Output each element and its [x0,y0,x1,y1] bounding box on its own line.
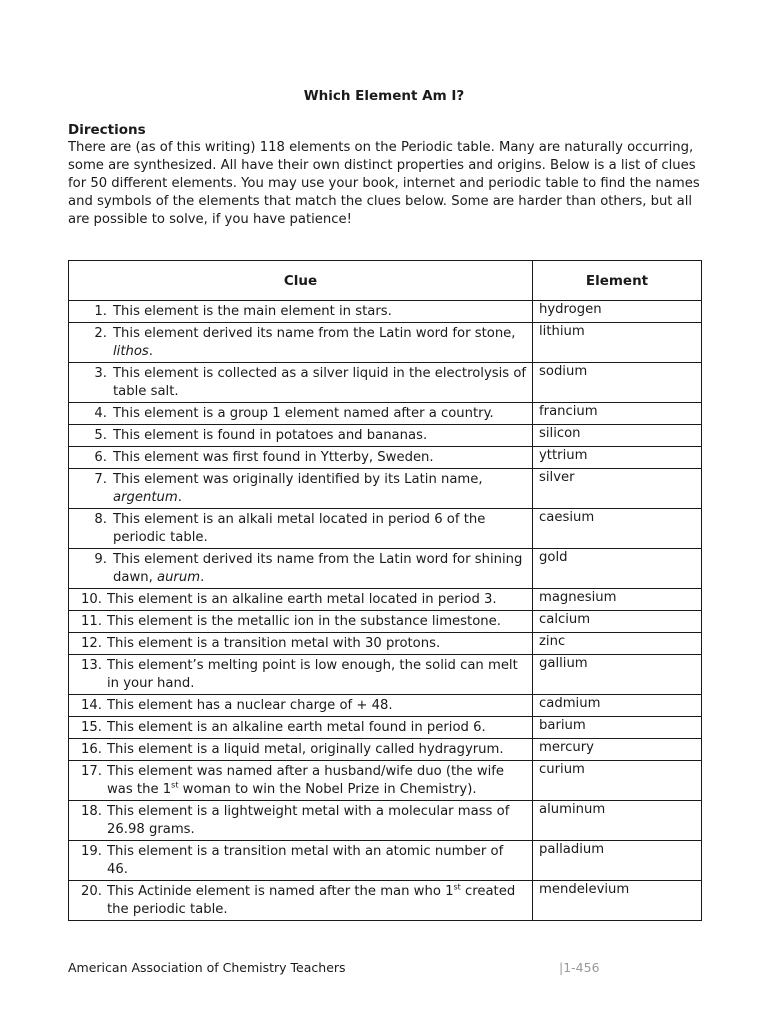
clue-latin-word: lithos [113,343,149,359]
element-answer: sodium [539,364,588,379]
clue-superscript: st [171,780,179,790]
clue-cell [69,425,533,447]
clue-number: 2. [94,326,107,341]
element-answer: barium [539,718,586,733]
element-column-header: Element [533,261,702,301]
table-row [69,509,702,549]
clue-number: 17. [81,764,102,779]
clue-text [107,741,532,759]
clue-cell [69,633,533,655]
clue-main-text: This element is collected as a silver liquid in the electrolysis of table salt. [113,366,527,399]
clue-latin-word: aurum [156,569,201,585]
element-answer: palladium [539,842,605,857]
clue-number: 7. [94,472,107,487]
clue-cell [69,841,533,881]
clue-text [107,551,532,586]
element-answer: zinc [539,634,566,649]
clue-main-text: This element is an alkaline earth metal found in period 6. [107,720,486,735]
element-answer: caesium [539,510,595,525]
clue-number: 6. [94,450,107,465]
clue-cell [69,611,533,633]
clue-number: 10. [81,592,102,607]
clue-text [107,449,532,467]
clue-text [107,365,532,400]
clue-text [107,303,532,321]
clue-number: 11. [81,614,102,629]
clue-text [107,697,532,715]
clue-text [107,843,532,878]
element-answer: mendelevium [539,882,630,897]
clue-text [107,719,532,737]
footer-organization: American Association of Chemistry Teachers [68,960,346,975]
clue-text [107,325,532,360]
element-cell [533,549,702,589]
table-row [69,881,702,921]
table-row [69,801,702,841]
clue-trailing-text: . [200,569,205,585]
clue-text [107,803,532,838]
clue-number: 18. [81,804,102,819]
footer-page-number: |1-456 [559,960,600,975]
clue-number: 1. [94,304,107,319]
element-cell [533,425,702,447]
directions-heading: Directions [68,122,146,138]
clue-cell [69,549,533,589]
clue-number: 20. [81,884,102,899]
clue-number: 14. [81,698,102,713]
clue-main-text: This element was originally identified by its Latin name, [113,472,483,487]
element-cell [533,469,702,509]
element-answer: magnesium [539,590,617,605]
clue-cell [69,801,533,841]
directions-text: There are (as of this writing) 118 elements on the Periodic table. Many are naturally occurring, some are synthesized. All have their own distinct properties and origins. Below is a list of clues for 50 different elements. You may use your book, internet and periodic table to find the names and symbols of the elements that match the clues below. Some are harder than others, but all are possible to solve, if you have patience! [68,140,700,227]
element-cell [533,323,702,363]
clue-text [107,613,532,631]
element-cell [533,717,702,739]
element-cell [533,589,702,611]
element-cell [533,611,702,633]
clue-main-text: This element’s melting point is low enough, the solid can melt in your hand. [107,658,518,691]
clue-number: 4. [94,406,107,421]
clue-text [107,405,532,423]
element-cell [533,801,702,841]
clue-cell [69,655,533,695]
clue-main-text: This element is an alkali metal located in period 6 of the periodic table. [113,512,486,545]
element-answer: lithium [539,324,585,339]
clue-number: 9. [94,552,107,567]
element-answer: silicon [539,426,581,441]
clue-text [107,591,532,609]
clue-cell [69,469,533,509]
clue-cell [69,403,533,425]
clue-trailing-text: . [177,489,182,505]
table-row [69,403,702,425]
clue-cell [69,509,533,549]
element-answer: silver [539,470,575,485]
element-cell [533,363,702,403]
element-cell [533,509,702,549]
clue-number: 19. [81,844,102,859]
table-row [69,447,702,469]
clue-text [107,763,532,798]
clue-cell [69,717,533,739]
table-row [69,301,702,323]
clue-cell [69,695,533,717]
element-answer: aluminum [539,802,606,817]
clue-number: 12. [81,636,102,651]
table-header-row [69,261,702,301]
element-cell [533,761,702,801]
clue-cell [69,363,533,403]
clue-latin-word: argentum [113,489,178,505]
clue-text [107,427,532,445]
table-row [69,363,702,403]
clue-main-text: This element is the metallic ion in the substance limestone. [107,614,501,629]
element-cell [533,301,702,323]
clue-text [107,511,532,546]
clue-cell [69,323,533,363]
table-row [69,695,702,717]
clue-main-text: This element was first found in Ytterby, Sweden. [113,450,434,465]
clue-number: 8. [94,512,107,527]
table-row [69,841,702,881]
table-row [69,633,702,655]
table-row [69,761,702,801]
page-title: Which Element Am I? [303,88,465,104]
clue-main-text: This Actinide element is named after the man who 1 [107,884,454,899]
element-cell [533,655,702,695]
element-answer: curium [539,762,585,777]
element-answer: cadmium [539,696,601,711]
clue-main-text: This element is a transition metal with 30 protons. [107,636,441,651]
clue-main-text: This element is found in potatoes and bananas. [113,428,428,443]
clue-cell [69,447,533,469]
element-answer: francium [539,404,598,419]
clue-trailing-text: . [148,343,153,359]
clue-text [107,635,532,653]
table-row [69,589,702,611]
element-cell [533,447,702,469]
clue-number: 3. [94,366,107,381]
element-answer: hydrogen [539,302,602,317]
element-cell [533,403,702,425]
clue-main-text: This element is a group 1 element named after a country. [113,406,494,421]
clue-text [107,657,532,692]
clue-text [107,471,532,506]
element-cell [533,633,702,655]
element-cell [533,739,702,761]
clue-cell [69,589,533,611]
clue-main-text: This element is a liquid metal, originally called hydragyrum. [107,742,504,757]
element-answer: gallium [539,656,588,671]
table-row [69,717,702,739]
table-row [69,469,702,509]
clue-number: 16. [81,742,102,757]
clue-cell [69,761,533,801]
element-cell [533,841,702,881]
table-body [69,301,702,921]
clue-main-text: This element has a nuclear charge of + 48. [107,698,393,713]
clue-main-text: This element is the main element in stars. [113,304,392,319]
element-cell [533,695,702,717]
clue-cell [69,881,533,921]
element-answer: mercury [539,740,594,755]
table-row [69,425,702,447]
table-row [69,549,702,589]
clue-number: 5. [94,428,107,443]
element-answer: calcium [539,612,591,627]
clue-superscript: st [453,882,461,892]
clue-main-text: This element derived its name from the Latin word for stone, [113,326,516,341]
clue-column-header: Clue [69,261,533,301]
clue-main-text: This element is an alkaline earth metal located in period 3. [107,592,497,607]
element-answer: yttrium [539,448,588,463]
clue-main-text: This element is a lightweight metal with a molecular mass of 26.98 grams. [107,804,510,837]
element-answer: gold [539,550,568,565]
table-row [69,655,702,695]
clue-number: 13. [81,658,102,673]
clue-main-text: This element derived its name from the Latin word for shining dawn, [113,552,523,585]
clue-trailing-text: created the periodic table. [107,884,516,917]
clue-table [68,260,702,921]
clue-text [107,883,532,918]
table-row [69,739,702,761]
table-row [69,611,702,633]
clue-trailing-text: woman to win the Nobel Prize in Chemistry). [178,781,477,797]
clue-main-text: This element is a transition metal with an atomic number of 46. [107,844,504,877]
clue-number: 15. [81,720,102,735]
element-cell [533,881,702,921]
clue-cell [69,739,533,761]
clue-cell [69,301,533,323]
clue-main-text: This element was named after a husband/wife duo (the wife was the 1 [107,764,505,797]
table-row [69,323,702,363]
